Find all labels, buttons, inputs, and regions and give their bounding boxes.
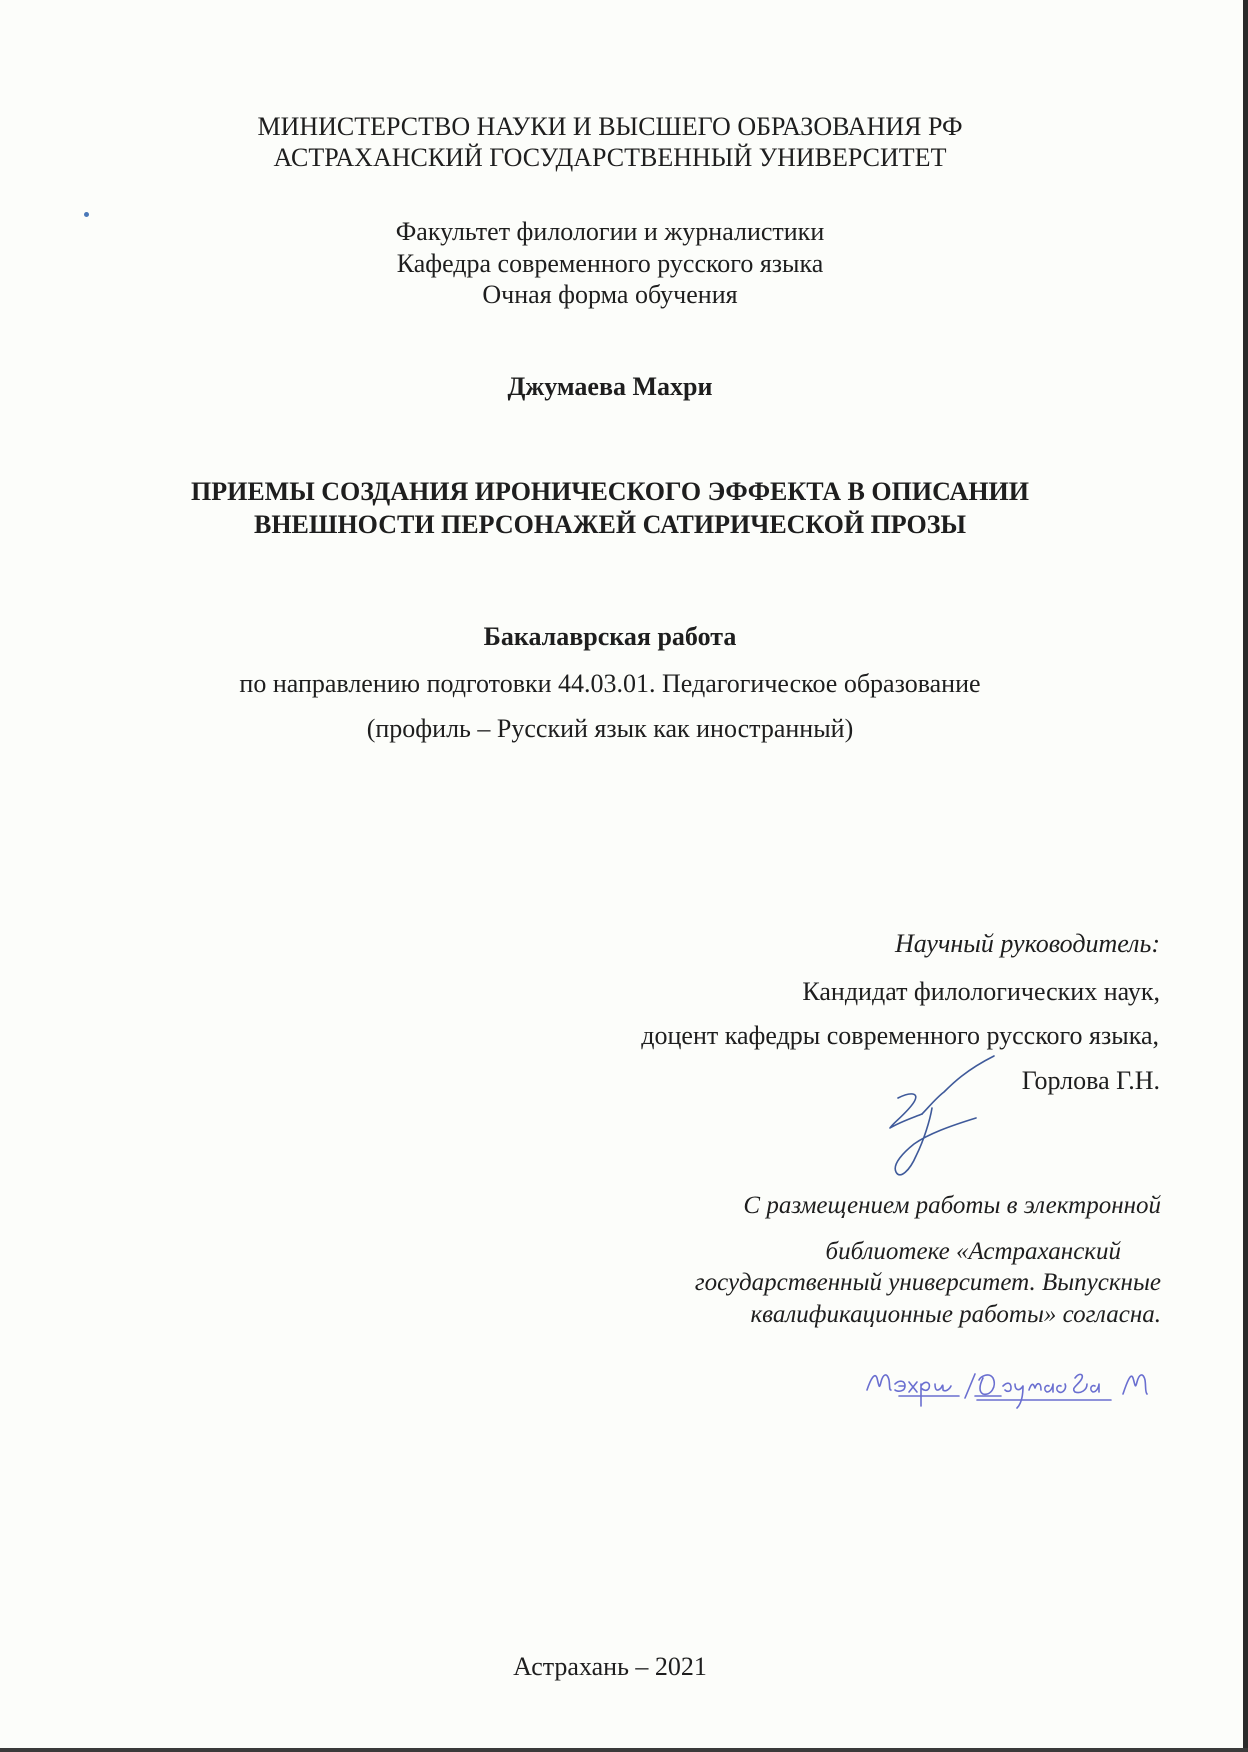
consent-line-4: квалификационные работы» согласна. — [750, 1301, 1161, 1328]
faculty-name: Факультет филологии и журналистики — [395, 217, 825, 246]
ministry-heading: МИНИСТЕРСТВО НАУКИ И ВЫСШЕГО ОБРАЗОВАНИЯ РФ — [257, 112, 963, 141]
thesis-title-line-1: ПРИЕМЫ СОЗДАНИЯ ИРОНИЧЕСКОГО ЭФФЕКТА В ОПИСАНИИ — [190, 477, 1030, 506]
study-form: Очная форма обучения — [482, 280, 738, 309]
supervisor-degree: Кандидат филологических наук, — [802, 977, 1160, 1006]
work-type: Бакалаврская работа — [483, 622, 737, 651]
supervisor-position: доцент кафедры современного русского языка, — [641, 1021, 1159, 1050]
study-direction: по направлению подготовки 44.03.01. Педагогическое образование — [239, 669, 981, 698]
scan-edge-bottom — [0, 1748, 1248, 1752]
city-year: Астрахань – 2021 — [513, 1652, 707, 1681]
supervisor-label: Научный руководитель: — [894, 929, 1160, 958]
consent-line-2: библиотеке «Астраханский — [825, 1238, 1121, 1265]
study-profile: (профиль – Русский язык как иностранный) — [366, 714, 854, 743]
department-name: Кафедра современного русского языка — [396, 249, 824, 278]
university-heading: АСТРАХАНСКИЙ ГОСУДАРСТВЕННЫЙ УНИВЕРСИТЕТ — [273, 143, 947, 172]
author-name: Джумаева Махри — [507, 372, 713, 401]
consent-line-3: государственный университет. Выпускные — [694, 1269, 1161, 1296]
supervisor-signature — [870, 1048, 1000, 1188]
consent-line-1: С размещением работы в электронной — [743, 1192, 1161, 1219]
supervisor-name: Горлова Г.Н. — [1021, 1066, 1160, 1095]
scan-edge-right — [1243, 0, 1248, 1752]
thesis-title-line-2: ВНЕШНОСТИ ПЕРСОНАЖЕЙ САТИРИЧЕСКОЙ ПРОЗЫ — [253, 510, 967, 539]
student-signature — [865, 1358, 1185, 1414]
